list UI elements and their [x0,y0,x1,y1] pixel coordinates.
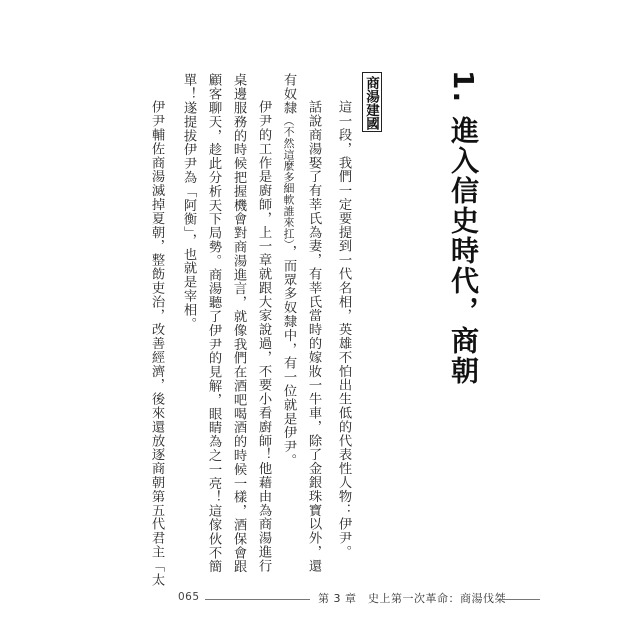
footer-rule-left [205,599,310,600]
body-column-6: 顧客聊天，趁此分析天下局勢。商湯聽了伊尹的見解，眼睛為之一亮！這傢伙不簡 [206,73,221,574]
body-column-2: 話說商湯娶了有莘氏為妻，有莘氏當時的嫁妝一牛車，除了金銀珠寶以外，還 [306,100,321,573]
body-column-4: 伊尹的工作是廚師，上一章就跟大家說過，不要小看廚師！他藉由為商湯進行 [256,100,271,573]
footer-rule-right [500,599,540,600]
footer-chapter-title: 第 3 章 史上第一次革命：商湯伐桀 [318,592,506,605]
page-number: 065 [178,591,200,603]
section-label: 商湯建國 [362,72,382,132]
body-column-3-end: ，而眾多奴隸中，有一位就是伊尹。 [281,244,296,468]
aside-note: （不然這麼多細軟誰來扛） [282,114,295,245]
body-column-5: 桌邊服務的時候把握機會對商湯進言，就像我們在酒吧喝酒的時候一樣，酒保會跟 [231,73,246,574]
body-column-8: 伊尹輔佐商湯滅掉夏朝，整飭吏治，改善經濟，後來還放逐商朝第五代君主「太 [149,100,164,587]
chapter-heading: 1. 進入信史時代，商朝 [447,70,480,386]
body-column-3 [280,73,296,467]
body-column-3-start: 有奴隸 [281,73,296,115]
body-column-1: 這一段，我們一定要提到一代名相，英雄不怕出生低的代表性人物：伊尹。 [336,100,351,559]
body-column-7: 單！遂提拔伊尹為「阿衡」，也就是宰相。 [181,73,196,331]
